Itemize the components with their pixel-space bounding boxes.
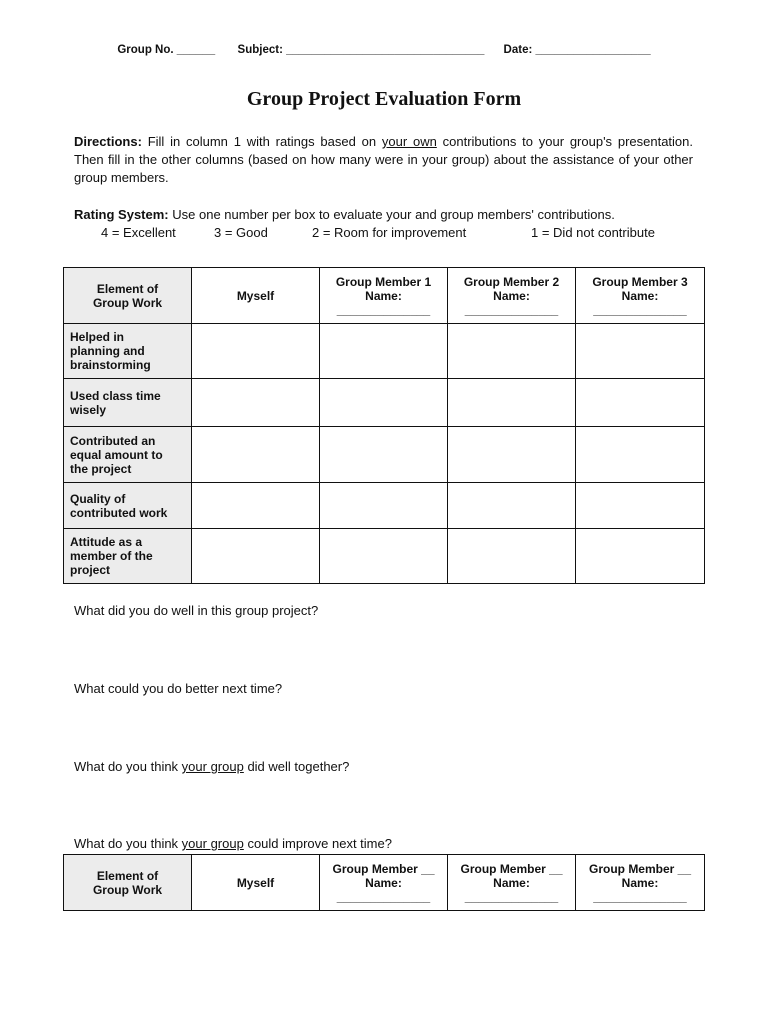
rating-text: Use one number per box to evaluate your and group members' contributions. xyxy=(168,207,615,222)
scale-2: 2 = Room for improvement xyxy=(312,225,467,240)
row-label-attitude: Attitude as a member of the project xyxy=(64,529,192,584)
rating-cell[interactable] xyxy=(192,379,320,427)
row-label-quality: Quality of contributed work xyxy=(64,483,192,529)
question-4: What do you think your group could improve next time? xyxy=(74,836,392,851)
rating-cell[interactable] xyxy=(576,379,705,427)
row-label-class-time: Used class time wisely xyxy=(64,379,192,427)
rating-cell[interactable] xyxy=(192,483,320,529)
group-no-field[interactable]: Group No. ______ xyxy=(117,44,216,56)
directions-underlined: your own xyxy=(381,134,437,149)
header-myself: Myself xyxy=(192,268,320,324)
page-title: Group Project Evaluation Form xyxy=(246,88,522,110)
rating-cell[interactable] xyxy=(448,324,576,379)
rating-cell[interactable] xyxy=(320,324,448,379)
header-member-a: Group Member __ Name: ______________ xyxy=(320,855,448,911)
table-header-row xyxy=(64,855,705,911)
rating-cell[interactable] xyxy=(448,427,576,483)
directions-paragraph xyxy=(74,133,693,187)
header-element: Element of Group Work xyxy=(64,268,192,324)
scale-4: 4 = Excellent xyxy=(101,225,176,240)
row-label-equal-amount: Contributed an equal amount to the project xyxy=(64,427,192,483)
date-field[interactable]: Date: __________________ xyxy=(503,44,651,56)
header-myself: Myself xyxy=(192,855,320,911)
rating-cell[interactable] xyxy=(320,427,448,483)
table-row xyxy=(64,379,705,427)
row-label-planning: Helped in planning and brainstorming xyxy=(64,324,192,379)
rating-cell[interactable] xyxy=(448,379,576,427)
subject-field[interactable]: Subject: _______________________________ xyxy=(237,44,485,56)
table-row xyxy=(64,483,705,529)
question-3: What do you think your group did well together? xyxy=(74,759,350,774)
table-row xyxy=(64,529,705,584)
rating-cell[interactable] xyxy=(576,483,705,529)
header-element: Element of Group Work xyxy=(64,855,192,911)
directions-text-before: Fill in column 1 with ratings based on xyxy=(141,134,382,149)
header-member-c: Group Member __ Name: ______________ xyxy=(576,855,705,911)
rating-cell[interactable] xyxy=(576,427,705,483)
table-header-row xyxy=(64,268,705,324)
rating-cell[interactable] xyxy=(192,324,320,379)
rating-cell[interactable] xyxy=(320,379,448,427)
header-member-b: Group Member __ Name: ______________ xyxy=(448,855,576,911)
evaluation-table-2 xyxy=(63,854,705,911)
rating-scale xyxy=(74,224,693,242)
rating-cell[interactable] xyxy=(576,529,705,584)
rating-cell[interactable] xyxy=(192,529,320,584)
question-1: What did you do well in this group project? xyxy=(74,603,319,618)
header-member-1: Group Member 1 Name: ______________ xyxy=(320,268,448,324)
directions-text-after: contributions to your group's presentation. Then fill in the other columns (based on how many were in your group) about the assistance of your other group members. xyxy=(74,134,694,185)
evaluation-table xyxy=(63,267,705,584)
rating-cell[interactable] xyxy=(320,483,448,529)
scale-1: 1 = Did not contribute xyxy=(531,225,655,240)
table-row xyxy=(64,324,705,379)
rating-system xyxy=(74,206,693,242)
table-row xyxy=(64,427,705,483)
rating-cell[interactable] xyxy=(448,529,576,584)
rating-cell[interactable] xyxy=(192,427,320,483)
header-member-3: Group Member 3 Name: ______________ xyxy=(576,268,705,324)
scale-3: 3 = Good xyxy=(214,225,268,240)
rating-cell[interactable] xyxy=(576,324,705,379)
form-header xyxy=(0,44,768,56)
directions-label: Directions: xyxy=(74,134,142,149)
header-member-2: Group Member 2 Name: ______________ xyxy=(448,268,576,324)
rating-label: Rating System: xyxy=(74,207,169,222)
rating-cell[interactable] xyxy=(320,529,448,584)
rating-cell[interactable] xyxy=(448,483,576,529)
question-2: What could you do better next time? xyxy=(74,681,283,696)
